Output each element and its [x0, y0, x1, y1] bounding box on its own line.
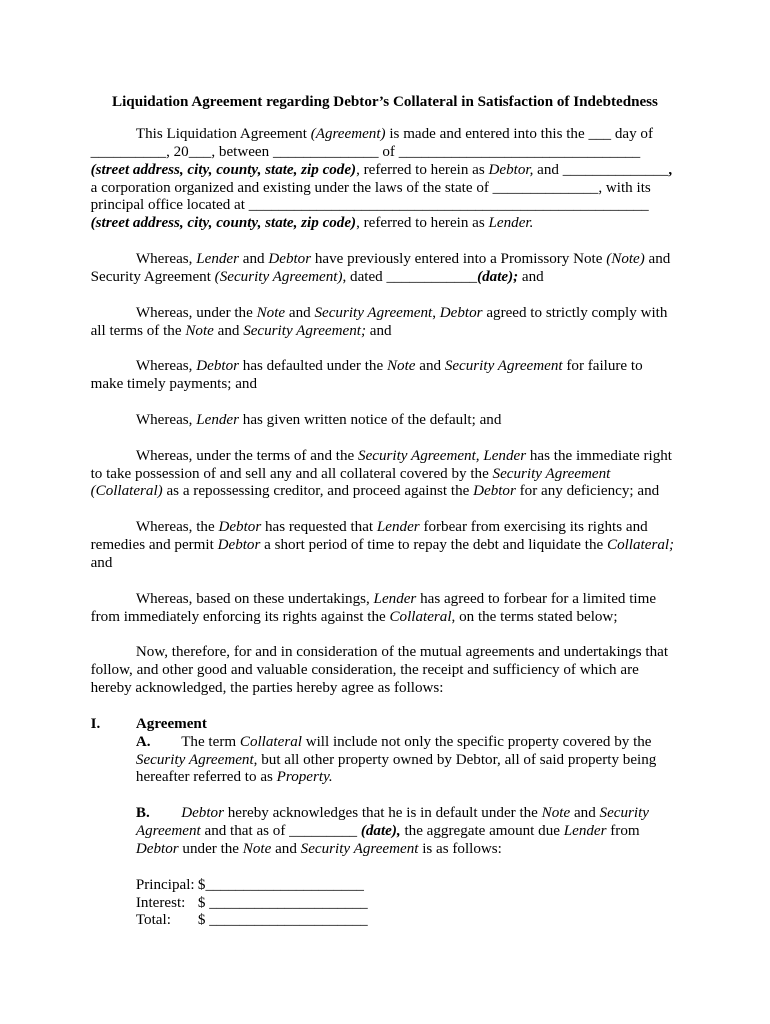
- text-run: Whereas, under the: [135, 304, 257, 321]
- text-line: [136, 752, 680, 770]
- italic-text: Lender: [373, 590, 417, 607]
- italic-text: Debtor: [218, 519, 262, 536]
- italic-text: Lender: [196, 251, 239, 268]
- text-run: agreed to strictly comply with: [482, 304, 668, 321]
- text-line: [136, 734, 680, 752]
- whereas-paragraph: [91, 448, 680, 502]
- text-run: the aggregate amount due: [400, 823, 564, 840]
- amount-blank: $_____________________: [197, 876, 364, 893]
- text-run: and: [285, 304, 315, 321]
- text-run: has agreed to forbear for a limited time: [416, 590, 657, 607]
- text-line: [91, 251, 680, 269]
- text-line: [91, 197, 680, 215]
- italic-text: Lender: [563, 823, 607, 840]
- text-line: [91, 305, 680, 323]
- section-heading: [91, 716, 680, 734]
- italic-text: (Security Agreement): [214, 268, 343, 285]
- text-line: [91, 519, 680, 537]
- italic-text: Debtor: [473, 483, 516, 500]
- text-line: [91, 483, 680, 501]
- text-run: Whereas,: [135, 251, 197, 268]
- text-line: [91, 644, 680, 662]
- text-run: and that as of _________: [200, 823, 361, 840]
- section-items: [91, 734, 680, 859]
- text-run: Whereas, the: [135, 519, 219, 536]
- text-line: [91, 591, 680, 609]
- text-run: have previously entered into a Promissory Note: [311, 251, 607, 268]
- text-line: [91, 448, 680, 466]
- text-run: Security Agreement: [90, 268, 215, 285]
- subsection-label: B.: [135, 805, 150, 822]
- bold-italic-text: (street address, city, county, state, zip code): [90, 215, 357, 232]
- italic-text: Note: [541, 805, 571, 822]
- whereas-paragraph: [91, 305, 680, 341]
- subsection-b: [91, 805, 680, 859]
- italic-text: Debtor: [439, 304, 483, 321]
- text-line: [91, 680, 680, 698]
- text-run: a short period of time to repay the debt and liquidate the: [260, 537, 607, 554]
- italic-text: Security: [599, 805, 649, 822]
- text-line: [91, 412, 680, 430]
- italic-text: Security Agreement;: [243, 322, 366, 339]
- whereas-paragraph: [91, 251, 680, 287]
- text-run: and: [644, 251, 671, 268]
- text-run: a corporation organized and existing under the laws of the state of ______________, with its: [90, 179, 651, 196]
- recitals: [91, 126, 680, 698]
- text-run: and: [239, 251, 269, 268]
- text-run: and ______________: [533, 161, 669, 178]
- text-run: __________, 20___, between ______________ of ________________________________: [90, 143, 641, 160]
- italic-text: Security Agreement: [135, 751, 254, 768]
- amount-label: Total:: [135, 912, 171, 929]
- amounts-list: [91, 877, 680, 931]
- italic-text: Security Agreement: [314, 304, 433, 321]
- text-line: [136, 805, 680, 823]
- text-run: and: [366, 322, 392, 339]
- text-run: , but all other property owned by Debtor, all of said property being: [253, 751, 657, 768]
- text-line: [136, 823, 680, 841]
- text-run: is made and entered into this the ___ day of: [385, 125, 654, 142]
- amount-label: Principal:: [135, 876, 195, 893]
- italic-text: Debtor,: [488, 161, 534, 178]
- amount-label: Interest:: [135, 894, 186, 911]
- text-run: from immediately enforcing its rights against the: [90, 608, 390, 625]
- bold-text: ,: [668, 161, 673, 178]
- bold-italic-text: (date),: [360, 823, 401, 840]
- italic-text: Security Agreement, Lender: [358, 447, 527, 464]
- text-run: , dated ____________: [342, 268, 478, 285]
- bold-italic-text: (date);: [477, 268, 519, 285]
- text-run: and: [570, 805, 600, 822]
- text-run: ,: [432, 304, 440, 321]
- text-run: Now, therefore, for and in consideration of the mutual agreements and undertakings that: [135, 644, 669, 661]
- whereas-paragraph: [91, 519, 680, 573]
- text-run: and: [271, 840, 301, 857]
- italic-text: (Note): [606, 251, 645, 268]
- italic-text: Debtor: [268, 251, 312, 268]
- document-title: Liquidation Agreement regarding Debtor’s Collateral in Satisfaction of Indebtedness: [112, 94, 658, 110]
- text-run: for any deficiency; and: [515, 483, 660, 500]
- whereas-paragraph: [91, 412, 680, 430]
- text-line: [91, 162, 680, 180]
- text-run: and: [90, 554, 113, 571]
- text-run: as a repossessing creditor, and proceed against the: [162, 483, 474, 500]
- text-line: [136, 841, 680, 859]
- italic-text: Collateral;: [607, 537, 675, 554]
- text-run: is as follows:: [418, 840, 502, 857]
- text-run: remedies and permit: [90, 537, 218, 554]
- text-run: , referred to herein as: [356, 161, 489, 178]
- italic-text: Agreement: [135, 823, 201, 840]
- amount-blank: $ _____________________: [197, 894, 368, 911]
- text-run: has given written notice of the default; and: [239, 411, 502, 428]
- text-line: [136, 769, 680, 787]
- text-run: , on the terms stated below;: [451, 608, 618, 625]
- subsection-a: [91, 734, 680, 788]
- text-run: and: [213, 322, 244, 339]
- italic-text: Debtor: [135, 840, 179, 857]
- text-run: Whereas, based on these undertakings,: [135, 590, 374, 607]
- text-run: has defaulted under the: [239, 358, 387, 375]
- text-run: to take possession of and sell any and all collateral covered by the: [90, 465, 493, 482]
- italic-text: Debtor: [217, 537, 261, 554]
- text-run: follow, and other good and valuable consideration, the receipt and sufficiency of which are: [90, 662, 639, 679]
- text-run: will include not only the specific property covered by the: [301, 733, 652, 750]
- italic-text: Security Agreement: [444, 358, 563, 375]
- text-run: for failure to: [562, 358, 643, 375]
- text-line: [91, 269, 680, 287]
- amount-row-total: [136, 912, 680, 930]
- text-line: [91, 662, 680, 680]
- now-therefore-paragraph: [91, 644, 680, 698]
- text-run: make timely payments; and: [90, 376, 258, 393]
- text-run: and: [518, 268, 544, 285]
- italic-text: Collateral: [239, 733, 302, 750]
- text-run: hereafter referred to as: [135, 769, 277, 786]
- text-line: [91, 555, 680, 573]
- text-line: [91, 358, 680, 376]
- amount-blank: $ _____________________: [197, 912, 368, 929]
- text-run: Whereas,: [135, 358, 197, 375]
- section-agreement: [91, 716, 680, 859]
- text-run: principal office located at _____________________________________________________: [90, 197, 649, 214]
- italic-text: Note: [242, 840, 272, 857]
- section-number: I.: [90, 715, 101, 732]
- preamble-paragraph: [91, 126, 680, 233]
- italic-text: Debtor: [181, 805, 224, 822]
- text-line: [91, 466, 680, 484]
- text-run: The term: [181, 733, 240, 750]
- italic-text: Lender: [196, 411, 239, 428]
- text-run: This Liquidation Agreement: [135, 125, 311, 142]
- text-run: has requested that: [261, 519, 377, 536]
- text-run: from: [606, 823, 640, 840]
- text-line: [91, 144, 680, 162]
- italic-text: Note: [256, 304, 286, 321]
- text-run: hereby acknowledged, the parties hereby agree as follows:: [90, 680, 444, 697]
- section-title: Agreement: [135, 715, 207, 732]
- text-run: Whereas, under the terms of and the: [135, 447, 359, 464]
- amount-row-principal: [136, 877, 680, 895]
- italic-text: Security Agreement: [492, 465, 611, 482]
- subsection-label: A.: [135, 733, 151, 750]
- whereas-paragraph: [91, 358, 680, 394]
- text-line: [91, 537, 680, 555]
- italic-text: Lender.: [488, 215, 534, 232]
- text-line: [91, 215, 680, 233]
- text-run: Whereas,: [135, 411, 197, 428]
- italic-text: (Collateral): [90, 483, 163, 500]
- text-run: all terms of the: [90, 322, 186, 339]
- amount-row-interest: [136, 895, 680, 913]
- text-run: , referred to herein as: [356, 215, 489, 232]
- italic-text: Property.: [276, 769, 333, 786]
- bold-italic-text: (street address, city, county, state, zip code): [90, 161, 357, 178]
- text-line: [91, 609, 680, 627]
- italic-text: Note: [386, 358, 416, 375]
- whereas-paragraph: [91, 591, 680, 627]
- text-run: forbear from exercising its rights and: [419, 519, 648, 536]
- text-line: [91, 323, 680, 341]
- text-line: [91, 376, 680, 394]
- text-run: hereby acknowledges that he is in default under the: [223, 805, 542, 822]
- text-run: and: [415, 358, 445, 375]
- italic-text: (Agreement): [310, 125, 386, 142]
- text-run: has the immediate right: [526, 447, 672, 464]
- text-line: [91, 180, 680, 198]
- text-line: [91, 126, 680, 144]
- italic-text: Debtor: [196, 358, 239, 375]
- text-run: under the: [178, 840, 243, 857]
- italic-text: Collateral: [389, 608, 452, 625]
- italic-text: Security Agreement: [300, 840, 419, 857]
- italic-text: Lender: [376, 519, 420, 536]
- italic-text: Note: [185, 322, 214, 339]
- document-body: [91, 94, 680, 930]
